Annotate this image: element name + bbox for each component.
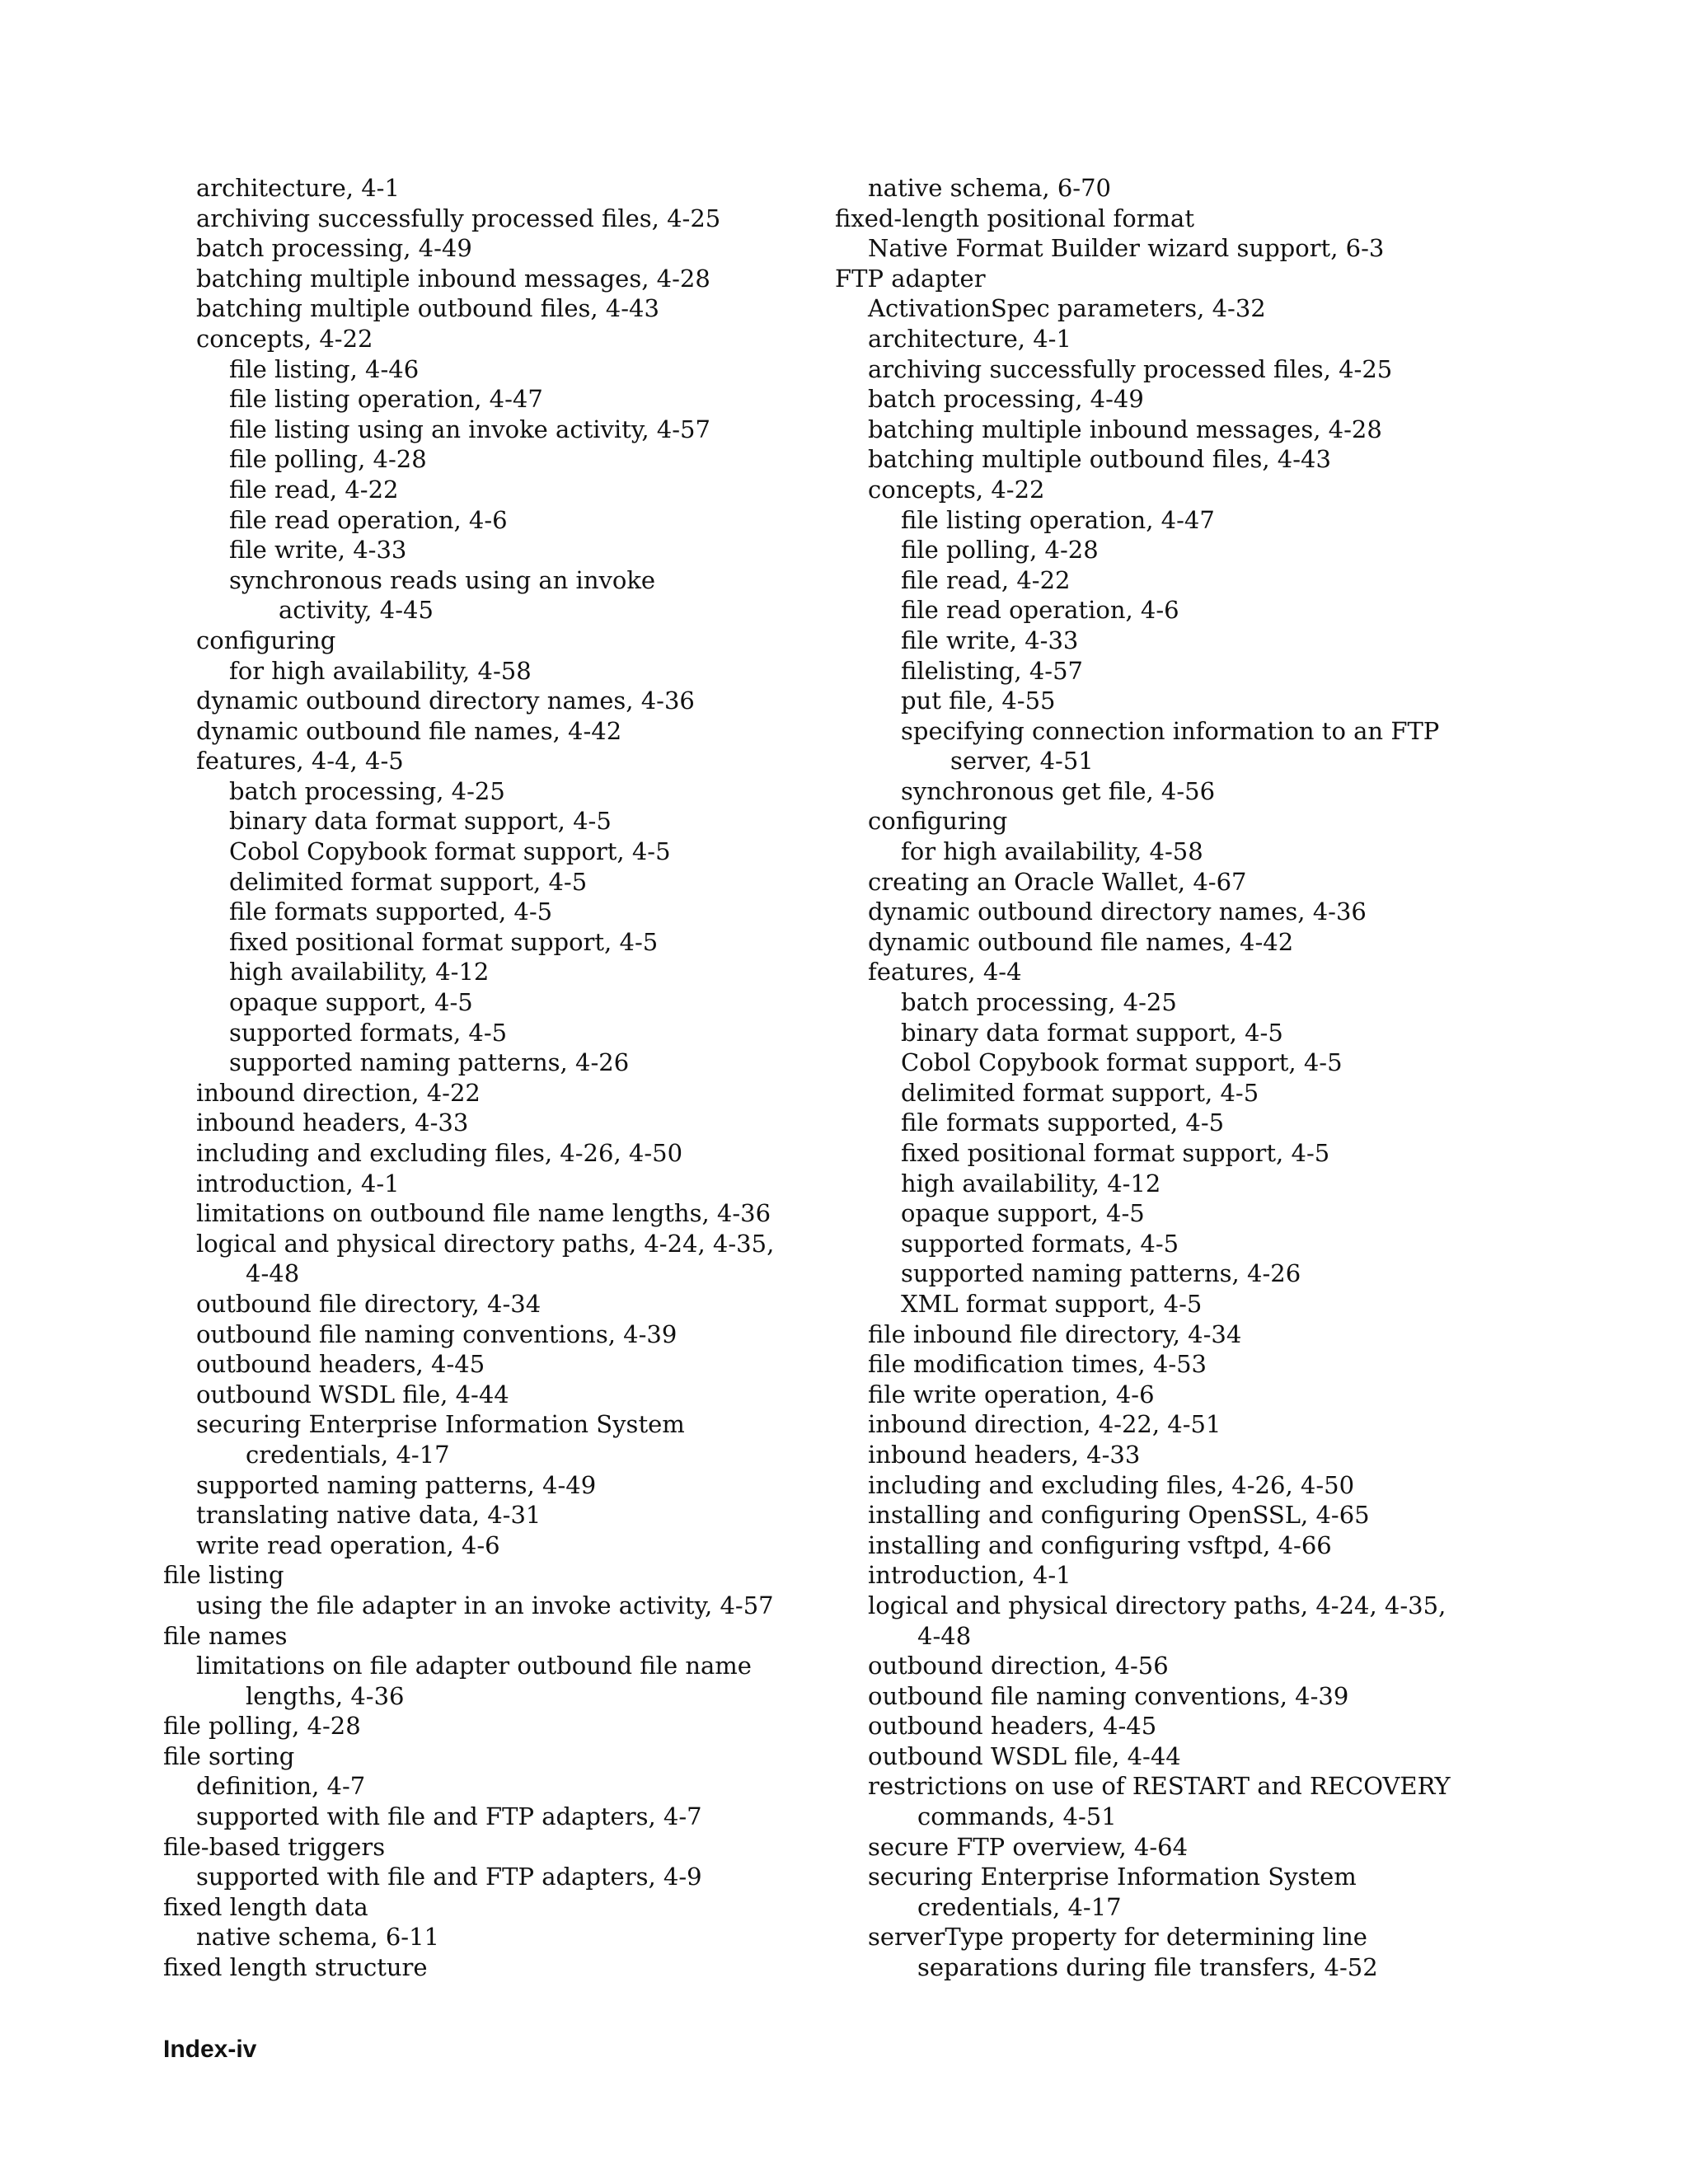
index-subentry: outbound file naming conventions, 4-39 bbox=[868, 1681, 1349, 1710]
index-subentry: introduction, 4-1 bbox=[196, 1169, 400, 1197]
index-subentry: synchronous get file, 4-56 bbox=[901, 776, 1216, 805]
index-subentry: high availability, 4-12 bbox=[901, 1169, 1161, 1197]
index-subentry: file read operation, 4-6 bbox=[901, 596, 1179, 625]
index-subentry: Native Format Builder wizard support, 6-3 bbox=[868, 234, 1385, 263]
index-subentry: native schema, 6-70 bbox=[868, 174, 1111, 202]
index-entry-continuation: lengths, 4-36 bbox=[246, 1681, 405, 1710]
index-subentry: write read operation, 4-6 bbox=[196, 1530, 500, 1559]
index-entry-continuation: 4-48 bbox=[917, 1621, 972, 1650]
index-subentry: securing Enterprise Information System bbox=[196, 1410, 685, 1439]
index-subentry: including and excluding files, 4-26, 4-50 bbox=[196, 1139, 683, 1167]
index-subentry: file formats supported, 4-5 bbox=[229, 898, 553, 926]
index-subentry: outbound WSDL file, 4-44 bbox=[868, 1741, 1181, 1770]
index-subentry: archiving successfully processed files, 4-25 bbox=[868, 354, 1393, 383]
index-subentry: securing Enterprise Information System bbox=[868, 1863, 1357, 1891]
index-subentry: including and excluding files, 4-26, 4-50 bbox=[868, 1470, 1355, 1499]
index-column-right bbox=[835, 173, 1544, 1983]
index-subentry: configuring bbox=[196, 626, 336, 654]
index-subentry: ActivationSpec parameters, 4-32 bbox=[868, 294, 1266, 323]
index-subentry: file formats supported, 4-5 bbox=[901, 1108, 1225, 1137]
index-subentry: supported naming patterns, 4-26 bbox=[901, 1259, 1301, 1288]
index-subentry: batching multiple outbound files, 4-43 bbox=[196, 294, 659, 323]
index-subentry: file read, 4-22 bbox=[901, 565, 1071, 594]
index-subentry: outbound WSDL file, 4-44 bbox=[196, 1380, 509, 1408]
index-column-left bbox=[163, 173, 872, 1983]
index-subentry: supported formats, 4-5 bbox=[901, 1229, 1179, 1258]
index-subentry: batching multiple outbound files, 4-43 bbox=[868, 445, 1331, 474]
index-subentry: native schema, 6-11 bbox=[196, 1923, 439, 1952]
index-subentry: dynamic outbound directory names, 4-36 bbox=[868, 898, 1367, 926]
index-subentry: file read, 4-22 bbox=[229, 475, 399, 504]
index-subentry: outbound file naming conventions, 4-39 bbox=[196, 1319, 678, 1348]
index-subentry: file listing using an invoke activity, 4-57 bbox=[229, 415, 710, 443]
index-entry-continuation: activity, 4-45 bbox=[279, 596, 434, 625]
index-entry-continuation: credentials, 4-17 bbox=[917, 1892, 1122, 1921]
index-subentry: inbound direction, 4-22 bbox=[196, 1078, 481, 1107]
index-heading: file listing bbox=[163, 1561, 284, 1590]
index-subentry: XML format support, 4-5 bbox=[901, 1289, 1203, 1318]
index-subentry: outbound headers, 4-45 bbox=[868, 1712, 1157, 1741]
index-subentry: for high availability, 4-58 bbox=[901, 837, 1203, 866]
index-subentry: concepts, 4-22 bbox=[868, 475, 1045, 504]
index-subentry: specifying connection information to an FTP bbox=[901, 716, 1440, 745]
index-subentry: supported formats, 4-5 bbox=[229, 1018, 508, 1047]
index-subentry: file write operation, 4-6 bbox=[868, 1380, 1155, 1408]
index-subentry: synchronous reads using an invoke bbox=[229, 565, 656, 594]
index-subentry: translating native data, 4-31 bbox=[196, 1501, 542, 1530]
index-subentry: file listing operation, 4-47 bbox=[901, 505, 1215, 534]
index-subentry: dynamic outbound file names, 4-42 bbox=[868, 927, 1294, 956]
index-subentry: batch processing, 4-49 bbox=[868, 385, 1144, 414]
index-subentry: supported naming patterns, 4-26 bbox=[229, 1048, 630, 1077]
index-subentry: serverType property for determining line bbox=[868, 1923, 1367, 1952]
index-subentry: fixed positional format support, 4-5 bbox=[229, 927, 659, 956]
index-subentry: limitations on outbound file name lengths, 4-36 bbox=[196, 1199, 771, 1228]
index-subentry: configuring bbox=[868, 807, 1008, 836]
index-subentry: architecture, 4-1 bbox=[196, 174, 400, 202]
index-subentry: supported with file and FTP adapters, 4-9 bbox=[196, 1863, 702, 1891]
index-subentry: definition, 4-7 bbox=[196, 1772, 366, 1801]
index-subentry: binary data format support, 4-5 bbox=[229, 807, 612, 836]
index-entry-continuation: commands, 4-51 bbox=[917, 1802, 1117, 1831]
index-subentry: supported naming patterns, 4-49 bbox=[196, 1470, 597, 1499]
index-heading: fixed length structure bbox=[163, 1953, 428, 1982]
index-subentry: creating an Oracle Wallet, 4-67 bbox=[868, 867, 1247, 896]
index-subentry: batch processing, 4-49 bbox=[196, 234, 472, 263]
index-subentry: dynamic outbound file names, 4-42 bbox=[196, 716, 622, 745]
index-subentry: delimited format support, 4-5 bbox=[901, 1078, 1259, 1107]
index-subentry: introduction, 4-1 bbox=[868, 1561, 1071, 1590]
index-subentry: installing and configuring vsftpd, 4-66 bbox=[868, 1530, 1332, 1559]
index-subentry: concepts, 4-22 bbox=[196, 324, 373, 353]
index-subentry: Cobol Copybook format support, 4-5 bbox=[229, 837, 671, 866]
index-subentry: filelisting, 4-57 bbox=[901, 656, 1083, 685]
index-subentry: file write, 4-33 bbox=[229, 536, 407, 565]
index-subentry: supported with file and FTP adapters, 4-7 bbox=[196, 1802, 702, 1831]
index-subentry: inbound headers, 4-33 bbox=[868, 1440, 1141, 1469]
page-footer-label: Index-iv bbox=[163, 2036, 257, 2063]
index-subentry: file polling, 4-28 bbox=[229, 445, 427, 474]
index-subentry: restrictions on use of RESTART and RECOVERY bbox=[868, 1772, 1451, 1801]
index-subentry: for high availability, 4-58 bbox=[229, 656, 532, 685]
index-subentry: high availability, 4-12 bbox=[229, 958, 490, 987]
index-subentry: batching multiple inbound messages, 4-28 bbox=[868, 415, 1382, 443]
index-heading: fixed length data bbox=[163, 1892, 368, 1921]
index-heading: file polling, 4-28 bbox=[163, 1712, 361, 1741]
index-heading: fixed-length positional format bbox=[835, 204, 1194, 232]
index-heading: file sorting bbox=[163, 1741, 295, 1770]
index-entry-continuation: credentials, 4-17 bbox=[246, 1440, 450, 1469]
index-subentry: fixed positional format support, 4-5 bbox=[901, 1139, 1330, 1167]
index-subentry: architecture, 4-1 bbox=[868, 324, 1071, 353]
index-subentry: inbound direction, 4-22, 4-51 bbox=[868, 1410, 1221, 1439]
index-subentry: file modification times, 4-53 bbox=[868, 1350, 1207, 1379]
index-subentry: archiving successfully processed files, 4-25 bbox=[196, 204, 721, 232]
index-subentry: binary data format support, 4-5 bbox=[901, 1018, 1283, 1047]
index-entry-continuation: server, 4-51 bbox=[950, 747, 1094, 776]
index-entry-continuation: 4-48 bbox=[246, 1259, 300, 1288]
index-heading: FTP adapter bbox=[835, 264, 986, 293]
index-entry-continuation: separations during file transfers, 4-52 bbox=[917, 1953, 1378, 1982]
index-subentry: put file, 4-55 bbox=[901, 687, 1056, 715]
index-subentry: delimited format support, 4-5 bbox=[229, 867, 588, 896]
index-heading: file names bbox=[163, 1621, 288, 1650]
index-subentry: limitations on file adapter outbound file name bbox=[196, 1652, 752, 1680]
index-subentry: outbound headers, 4-45 bbox=[196, 1350, 485, 1379]
index-subentry: file listing operation, 4-47 bbox=[229, 385, 543, 414]
index-subentry: file listing, 4-46 bbox=[229, 354, 420, 383]
index-subentry: file write, 4-33 bbox=[901, 626, 1079, 654]
index-subentry: outbound direction, 4-56 bbox=[868, 1652, 1169, 1680]
index-subentry: Cobol Copybook format support, 4-5 bbox=[901, 1048, 1343, 1077]
index-subentry: file read operation, 4-6 bbox=[229, 505, 508, 534]
index-subentry: file polling, 4-28 bbox=[901, 536, 1099, 565]
index-subentry: inbound headers, 4-33 bbox=[196, 1108, 469, 1137]
index-subentry: batch processing, 4-25 bbox=[901, 988, 1177, 1017]
index-subentry: file inbound file directory, 4-34 bbox=[868, 1319, 1242, 1348]
index-subentry: outbound file directory, 4-34 bbox=[196, 1289, 542, 1318]
index-subentry: batching multiple inbound messages, 4-28 bbox=[196, 264, 710, 293]
index-subentry: features, 4-4 bbox=[868, 958, 1022, 987]
index-subentry: installing and configuring OpenSSL, 4-65 bbox=[868, 1501, 1370, 1530]
index-subentry: opaque support, 4-5 bbox=[901, 1199, 1145, 1228]
index-subentry: opaque support, 4-5 bbox=[229, 988, 473, 1017]
index-subentry: dynamic outbound directory names, 4-36 bbox=[196, 687, 695, 715]
index-subentry: features, 4-4, 4-5 bbox=[196, 747, 404, 776]
index-subentry: logical and physical directory paths, 4-24, 4-35, bbox=[868, 1591, 1447, 1619]
index-heading: file-based triggers bbox=[163, 1832, 386, 1861]
index-subentry: using the file adapter in an invoke activity, 4-57 bbox=[196, 1591, 774, 1619]
index-subentry: batch processing, 4-25 bbox=[229, 776, 505, 805]
index-subentry: logical and physical directory paths, 4-24, 4-35, bbox=[196, 1229, 775, 1258]
index-subentry: secure FTP overview, 4-64 bbox=[868, 1832, 1189, 1861]
